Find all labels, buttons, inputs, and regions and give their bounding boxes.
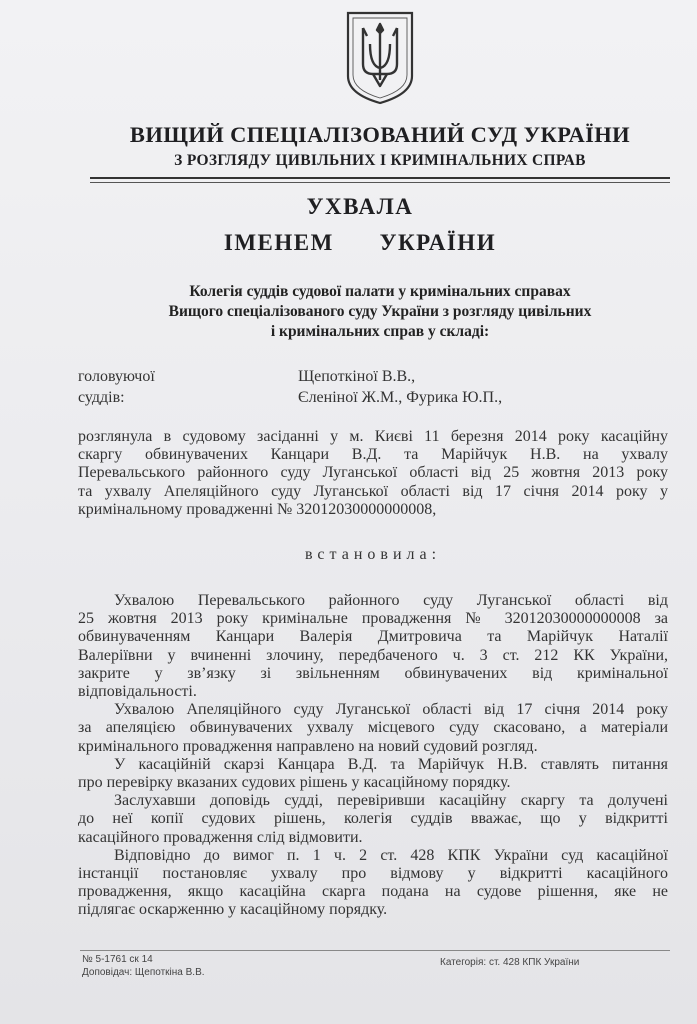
panel-composition [90, 282, 670, 342]
text-line: Ухвалою Перевальського районного суду Луганської області від [114, 592, 668, 609]
footer-divider [80, 950, 670, 951]
panel-line: Колегія суддів судової палати у кримінальних справах [189, 283, 571, 300]
court-name: ВИЩИЙ СПЕЦІАЛІЗОВАНИЙ СУД УКРАЇНИ [129, 122, 631, 147]
document-subtitle: ІМЕНЕМ УКРАЇНИ [223, 230, 497, 255]
text-line: інстанції постановляє ухвалу про відмову у відкритті касаційного [78, 865, 668, 883]
section-heading: встановила: [304, 546, 442, 563]
text-line: 25 жовтня 2013 року кримінальне провадження № 32012030000000008 за [78, 610, 668, 628]
text-line: за апеляцією обвинувачених ухвалу місцевого суду скасовано, а матеріали [78, 719, 668, 737]
text-line: Відповідно до вимог п. 1 ч. 2 ст. 428 КПК України суд касаційної [114, 846, 668, 864]
judges-label: суддів: [78, 389, 125, 406]
panel-line: Вищого спеціалізованого суду України з розгляду цивільних [168, 303, 592, 320]
judges-block [78, 366, 638, 408]
text-line: закрите у зв’язку зі звільненням обвинувачених від кримінальної [78, 664, 668, 682]
text-line: Ухвалою Апеляційного суду Луганської області від 17 січня 2014 року [114, 701, 668, 719]
text-line: скаргу обвинувачених Канцари В.Д. та Марійчук Н.В. на ухвалу [78, 446, 668, 464]
text-line: обвинуваченням Канцари Валерія Дмитровича та Марійчук Наталії [78, 628, 668, 646]
footer-case-info [82, 953, 205, 979]
text-line: розглянула в судовому засіданні у м. Києві 11 березня 2014 року касаційну [78, 428, 668, 445]
text-line: відповідальності. [78, 683, 197, 701]
judges-names: Єленіної Ж.М., Фурика Ю.П., [298, 389, 503, 406]
intro-paragraph [78, 428, 668, 519]
text-line: провадження, якщо касаційна скарга подана на судове рішення, яке не [78, 883, 668, 901]
footer-category: Категорія: ст. 428 КПК України [440, 957, 580, 968]
header-divider-thin [90, 182, 670, 183]
panel-line: і кримінальних справ у складі: [270, 323, 490, 340]
presiding-judge: Щепоткіної В.В., [298, 368, 416, 385]
rapporteur: Доповідач: Щепоткіна В.В. [82, 967, 205, 978]
body-paragraphs [78, 592, 668, 920]
text-line: про перевірку вказаних судових рішень у касаційному порядку. [78, 774, 511, 792]
text-line: Заслухавши доповідь судді, перевіривши касаційну скаргу та долучені [114, 792, 668, 810]
trident-coat-of-arms-icon [343, 10, 417, 106]
text-line: У касаційній скарзі Канцара В.Д. та Марійчук Н.В. ставлять питання [114, 755, 668, 773]
text-line: та ухвалу Апеляційного суду Луганської області від 17 січня 2014 року у [78, 482, 668, 500]
text-line: до неї копії судових рішень, колегія суддів вважає, що у відкритті [78, 810, 668, 828]
text-line: підлягає оскарженню у касаційному порядку. [78, 901, 388, 919]
header-divider [90, 177, 670, 179]
text-line: касаційного провадження слід відмовити. [78, 828, 363, 846]
case-number: № 5-1761 ск 14 [82, 954, 153, 965]
text-line: кримінальному провадженні № 32012030000000008, [78, 500, 437, 518]
court-subtitle: З РОЗГЛЯДУ ЦИВІЛЬНИХ І КРИМІНАЛЬНИХ СПРАВ [174, 152, 586, 169]
document-type: УХВАЛА [306, 194, 414, 219]
text-line: кримінального провадження направлено на новий судовий розгляд. [78, 737, 538, 755]
presiding-label: головуючої [78, 368, 155, 385]
text-line: Валеріївни у вчиненні злочину, передбаченого ч. 3 ст. 212 КК України, [78, 646, 668, 664]
text-line: Перевальського районного суду Луганської області від 25 жовтня 2013 року [78, 464, 668, 482]
